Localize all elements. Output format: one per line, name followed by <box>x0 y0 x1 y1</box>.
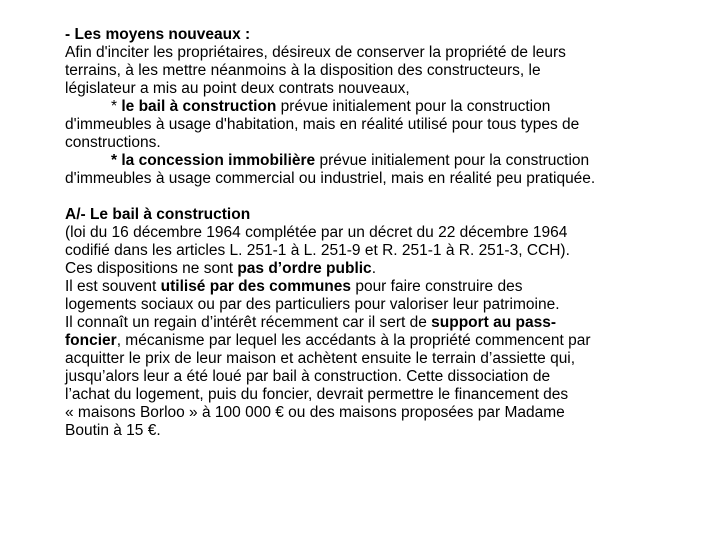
bullet-bail-cont: constructions. <box>65 134 161 151</box>
regain-cont: Boutin à 15 €. <box>65 422 161 439</box>
regain-cont: jusqu’alors leur a été loué par bail à construction. Cette dissociation de <box>65 368 551 385</box>
law-reference: codifié dans les articles L. 251-1 à L. 251-9 et R. 251-1 à R. 251-3, CCH). <box>65 242 570 259</box>
intro-line: Afin d'inciter les propriétaires, désireux de conserver la propriété de leurs <box>65 44 566 61</box>
bullet-concession-cont: d'immeubles à usage commercial ou industriel, mais en réalité peu pratiquée. <box>65 170 596 187</box>
section2-heading: A/- Le bail à construction <box>65 206 251 223</box>
public-order-line: Ces dispositions ne sont pas d’ordre public. <box>65 260 376 277</box>
regain-line: Il connaît un regain d’intérêt récemment car il sert de support au pass- <box>65 314 557 331</box>
law-reference: (loi du 16 décembre 1964 complétée par un décret du 22 décembre 1964 <box>65 224 568 241</box>
bullet-bail-cont: d'immeubles à usage d'habitation, mais en réalité utilisé pour tous types de <box>65 116 580 133</box>
regain-line: foncier, mécanisme par lequel les accédants à la propriété commencent par <box>65 332 591 349</box>
bullet-concession: * la concession immobilière prévue initialement pour la construction <box>111 152 590 169</box>
regain-cont: l’achat du logement, puis du foncier, devrait permettre le financement des <box>65 386 569 403</box>
section1-heading: - Les moyens nouveaux : <box>65 26 251 43</box>
spacer <box>65 188 690 206</box>
communes-line: Il est souvent utilisé par des communes pour faire construire des <box>65 278 523 295</box>
regain-cont: « maisons Borloo » à 100 000 € ou des maisons proposées par Madame <box>65 404 565 421</box>
intro-line: législateur a mis au point deux contrats nouveaux, <box>65 80 410 97</box>
intro-line: terrains, à les mettre néanmoins à la disposition des constructeurs, le <box>65 62 541 79</box>
bullet-bail: * le bail à construction prévue initialement pour la construction <box>111 98 551 115</box>
communes-line-cont: logements sociaux ou par des particuliers pour valoriser leur patrimoine. <box>65 296 560 313</box>
slide-content <box>65 26 690 440</box>
regain-cont: acquitter le prix de leur maison et achètent ensuite le terrain d’assiette qui, <box>65 350 576 367</box>
